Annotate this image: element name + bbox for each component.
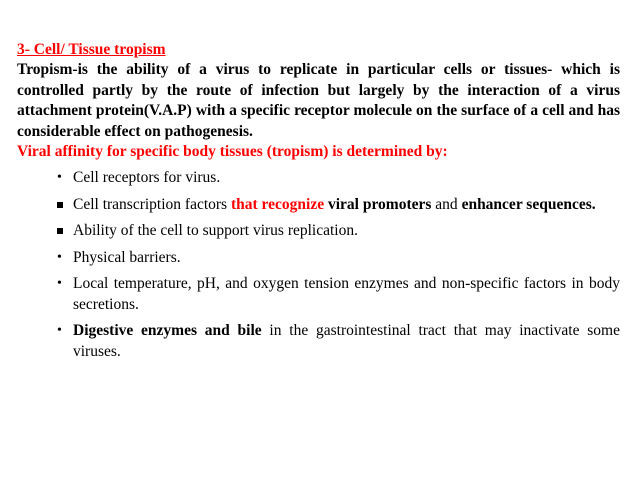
list-item-text: in the gastrointestinal tract that may inactivate some viruses. [73, 322, 620, 360]
list-item-text: and [431, 195, 462, 213]
highlight-text: that recognize [230, 195, 325, 213]
list-item-text: Physical barriers. [73, 248, 181, 266]
bold-text: Digestive enzymes and bile [73, 322, 262, 339]
bold-text: viral promoters [327, 195, 432, 213]
list-item-physical-barriers [17, 248, 620, 269]
list-item-text: Ability of the cell to support virus replication. [73, 222, 358, 239]
square-bullet-icon [57, 202, 63, 208]
list-item-replication-support [17, 221, 620, 242]
list-item-transcription-factors [17, 195, 620, 216]
round-bullet-icon: • [57, 323, 62, 338]
list-item-text: Cell receptors for virus. [73, 169, 221, 186]
list-item-local-factors [17, 274, 620, 315]
list-item-text: Cell transcription factors [73, 195, 231, 213]
round-bullet-icon: • [57, 249, 62, 265]
list-item-digestive-enzymes [17, 321, 620, 362]
determinants-list [17, 168, 620, 362]
round-bullet-icon: • [57, 170, 62, 185]
bold-text: enhancer sequences. [461, 195, 596, 213]
square-bullet-icon [57, 228, 63, 234]
section-heading: 3- Cell/ Tissue tropism [17, 41, 166, 58]
determinants-subheading: Viral affinity for specific body tissues (tropism) is determined by: [17, 143, 448, 160]
list-item-cell-receptors [17, 168, 620, 189]
tropism-definition: Tropism-is the ability of a virus to replicate in particular cells or tissues- which is controlled partly by the route of infection but largely by the interaction of a virus attachment protein(V.A.P) with a specific receptor molecule on the surface of a cell and has considerable effect on pathogenesis. [17, 61, 620, 140]
slide-content [17, 40, 620, 368]
list-item-text: Local temperature, pH, and oxygen tension enzymes and non-specific factors in body secretions. [73, 275, 620, 313]
round-bullet-icon: • [57, 276, 62, 291]
